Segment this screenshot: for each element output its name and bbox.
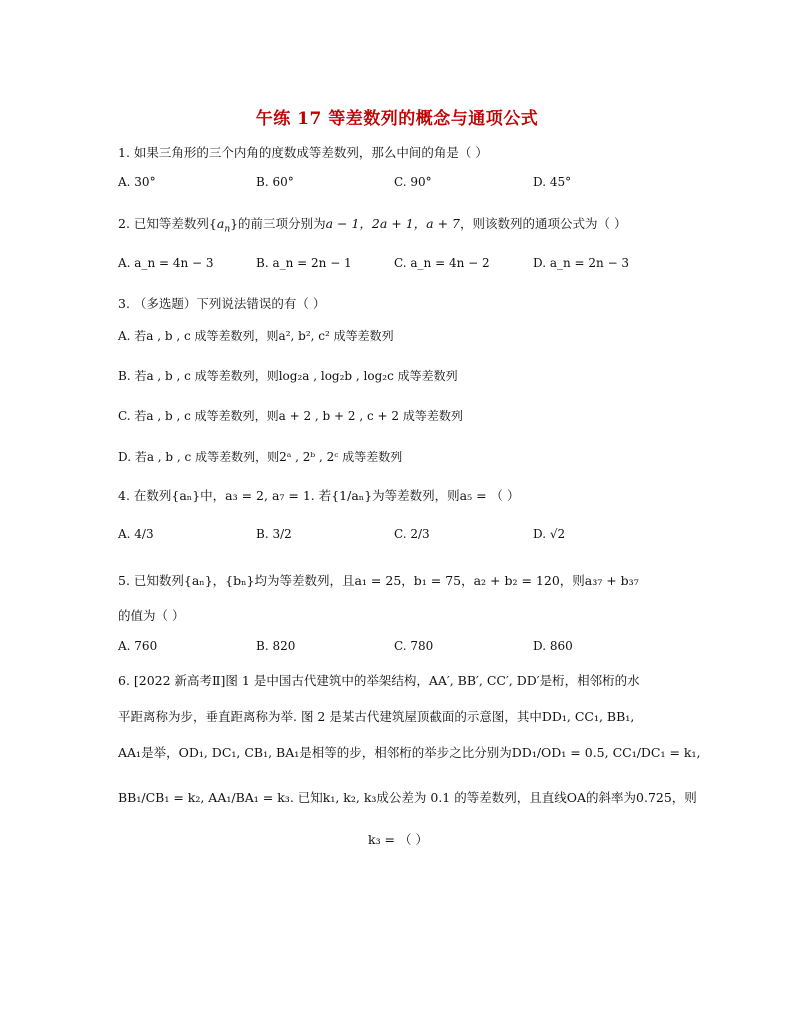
q1-option-a[interactable]: A. 30° bbox=[118, 175, 156, 189]
q2-stem-part-c: ，则该数列的通项公式为（ ） bbox=[460, 216, 627, 231]
q2-option-a[interactable]: A. a_n = 4n − 3 bbox=[118, 256, 214, 270]
q3-option-d[interactable]: D. 若a , b , c 成等差数列，则2ᵃ , 2ᵇ , 2ᶜ 成等差数列 bbox=[118, 450, 403, 464]
q3-option-c[interactable]: C. 若a , b , c 成等差数列，则a + 2 , b + 2 , c + 2 成等差数列 bbox=[118, 409, 463, 423]
question-5-stem: 5. 已知数列{aₙ}，{bₙ}均为等差数列，且a₁ = 25，b₁ = 75，a₂ + b₂ = 120，则a₃₇ + b₃₇ bbox=[118, 573, 639, 588]
question-6-line-5: k₃ = （ ） bbox=[368, 832, 428, 847]
q1-option-d[interactable]: D. 45° bbox=[533, 175, 572, 189]
q2-option-c[interactable]: C. a_n = 4n − 2 bbox=[394, 256, 490, 270]
question-5-stem-cont: 的值为（ ） bbox=[118, 608, 185, 623]
q3-option-a[interactable]: A. 若a , b , c 成等差数列，则a², b², c² 成等差数列 bbox=[118, 329, 394, 343]
question-2-stem: 2. 已知等差数列$\{a_n\}$的前三项分别为a − 1，2a + 1，a + 7，则该数列的通项公式为（ ） bbox=[118, 216, 627, 235]
question-6-line-3: AA₁是举，OD₁, DC₁, CB₁, BA₁是相等的步，相邻桁的举步之比分别为DD₁/OD₁ = 0.5, CC₁/DC₁ = k₁, bbox=[118, 745, 701, 760]
question-3-stem: 3. （多选题）下列说法错误的有（ ） bbox=[118, 296, 326, 311]
q3-option-b[interactable]: B. 若a , b , c 成等差数列，则log₂a , log₂b , log₂c 成等差数列 bbox=[118, 369, 458, 383]
question-1-stem: 1. 如果三角形的三个内角的度数成等差数列，那么中间的角是（ ） bbox=[118, 145, 488, 160]
q2-option-d[interactable]: D. a_n = 2n − 3 bbox=[533, 256, 630, 270]
page-title: 午练 17 等差数列的概念与通项公式 bbox=[255, 109, 539, 129]
q4-option-a[interactable]: A. 4/3 bbox=[118, 527, 154, 541]
q4-option-d[interactable]: D. √2 bbox=[533, 527, 566, 541]
question-6-line-4: BB₁/CB₁ = k₂, AA₁/BA₁ = k₃. 已知k₁, k₂, k₃成公差为 0.1 的等差数列，且直线OA的斜率为0.725，则 bbox=[118, 790, 697, 805]
question-6-line-1: 6. [2022 新高考Ⅱ]图 1 是中国古代建筑中的举架结构，AA′, BB′, CC′, DD′是桁，相邻桁的水 bbox=[118, 673, 640, 688]
q5-option-a[interactable]: A. 760 bbox=[118, 639, 158, 653]
q5-option-d[interactable]: D. 860 bbox=[533, 639, 573, 653]
q2-stem-part-a: 2. 已知等差数列{ bbox=[118, 216, 217, 231]
question-6-line-2: 平距离称为步，垂直距离称为举. 图 2 是某古代建筑屋顶截面的示意图，其中DD₁, CC₁, BB₁, bbox=[118, 709, 635, 724]
question-4-stem: 4. 在数列{aₙ}中，a₃ = 2, a₇ = 1. 若{1/aₙ}为等差数列，则a₅ = （ ） bbox=[118, 488, 520, 503]
q2-stem-part-b: }的前三项分别为 bbox=[230, 216, 326, 231]
q1-option-c[interactable]: C. 90° bbox=[394, 175, 432, 189]
q5-option-c[interactable]: C. 780 bbox=[394, 639, 434, 653]
q4-option-b[interactable]: B. 3/2 bbox=[256, 527, 292, 541]
q1-option-b[interactable]: B. 60° bbox=[256, 175, 294, 189]
q4-option-c[interactable]: C. 2/3 bbox=[394, 527, 430, 541]
q2-option-b[interactable]: B. a_n = 2n − 1 bbox=[256, 256, 352, 270]
q5-option-b[interactable]: B. 820 bbox=[256, 639, 296, 653]
